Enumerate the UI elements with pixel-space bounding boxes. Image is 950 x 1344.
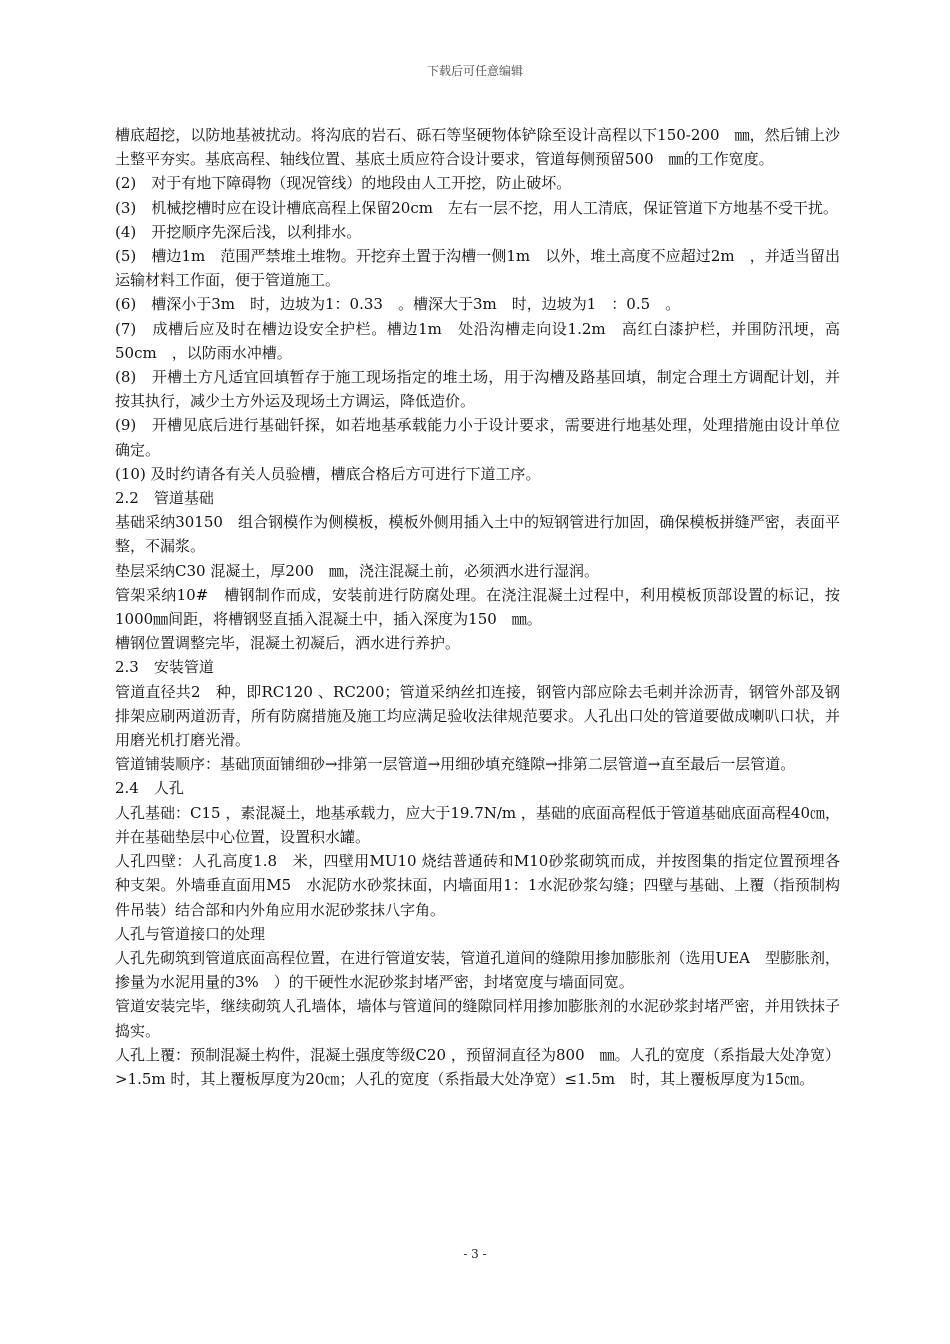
paragraph: 管道铺装顺序：基础顶面铺细砂→排第一层管道→用细砂填充缝隙→排第二层管道→直至最后一层管道。 [115,755,796,774]
paragraph: 管道直径共2 种，即RC120 、RC200；管道采纳丝扣连接，钢管内部应除去毛刺并涂沥青，钢管外部及钢排架应刷两道沥青，所有防腐措施及施工均应满足验收法律规范要求。人孔出口处的管道要做成喇叭口状，并用磨光机打磨光滑。 [115,682,840,750]
paragraph: 管架采纳10# 槽钢制作而成，安装前进行防腐处理。在浇注混凝土过程中，利用模板顶部设置的标记，按1000㎜间距，将槽钢竖直插入混凝土中，插入深度为150 ㎜。 [115,585,840,629]
paragraph: 人孔与管道接口的处理 [115,924,266,943]
section-heading: 2.3 安装管道 [115,658,214,677]
list-item: (5) 槽边1m 范围严禁堆土堆物。开挖弃土置于沟槽一侧1m 以外，堆土高度不应超过2m ，并适当留出运输材料工作面，便于管道施工。 [115,247,840,290]
list-item: (8) 开槽土方凡适宜回填暂存于施工现场指定的堆土场，用于沟槽及路基回填，制定合理土方调配计划，并按其执行，减少土方外运及现场土方调运，降低造价。 [115,368,840,411]
paragraph: 人孔四壁：人孔高度1.8 米，四壁用MU10 烧结普通砖和M10砂浆砌筑而成，并按图集的指定位置预埋各种支架。外墙垂直面用M5 水泥防水砂浆抹面，内墙面用1：1水泥砂浆勾缝；四壁与基础、上覆（指预制构件吊装）结合部和内外角应用水泥砂浆抹八字角。 [115,852,840,919]
paragraph: 基础采纳30150 组合钢模作为侧模板，模板外侧用插入土中的短钢管进行加固，确保模板拼缝严密，表面平整，不漏浆。 [115,513,840,556]
paragraph: 管道安装完毕，继续砌筑人孔墙体，墙体与管道间的缝隙同样用掺加膨胀剂的水泥砂浆封堵严密，并用铁抹子捣实。 [115,997,840,1040]
section-heading: 2.4 人孔 [115,779,184,798]
paragraph: 人孔上覆：预制混凝土构件，混凝土强度等级C20 ，预留洞直径为800 ㎜。人孔的宽度（系指最大处净宽）>1.5m 时，其上覆板厚度为20㎝；人孔的宽度（系指最大处净宽）≤1.5m 时，其上覆板厚度为15㎝。 [115,1045,840,1088]
list-item: (3) 机械挖槽时应在设计槽底高程上保留20cm 左右一层不挖，用人工清底，保证管道下方地基不受干扰。 [115,198,838,217]
list-item: (10) 及时约请各有关人员验槽，槽底合格后方可进行下道工序。 [115,464,541,483]
paragraph: 垫层采纳C30 混凝土，厚200 ㎜，浇注混凝土前，必须洒水进行湿润。 [115,561,599,580]
list-item: (2) 对于有地下障碍物（现况管线）的地段由人工开挖，防止破坏。 [115,174,572,193]
list-item: (7) 成槽后应及时在槽边设安全护栏。槽边1m 处沿沟槽走向设1.2m 高红白漆护栏，并围防汛埂，高50cm ，以防雨水冲槽。 [115,319,840,362]
paragraph: 槽底超挖，以防地基被扰动。将沟底的岩石、砾石等坚硬物体铲除至设计高程以下150-200 ㎜，然后铺上沙土整平夯实。基底高程、轴线位置、基底土质应符合设计要求，管道每侧预留500 ㎜的工作宽度。 [115,126,840,169]
paragraph: 槽钢位置调整完毕，混凝土初凝后，洒水进行养护。 [115,634,461,653]
list-item: (9) 开槽见底后进行基础钎探，如若地基承载能力小于设计要求，需要进行地基处理，处理措施由设计单位确定。 [115,416,840,459]
list-item: (4) 开挖顺序先深后浅，以利排水。 [115,222,362,241]
section-heading: 2.2 管道基础 [115,489,214,508]
page-header: 下载后可任意编辑 [426,64,523,78]
paragraph: 人孔先砌筑到管道底面高程位置，在进行管道安装，管道孔道间的缝隙用掺加膨胀剂（选用UEA 型膨胀剂，掺量为水泥用量的3% ）的干硬性水泥砂浆封堵严密，封堵宽度与墙面同宽。 [115,948,840,992]
paragraph: 人孔基础：C15 ，素混凝土，地基承载力，应大于19.7N/m ，基础的底面高程低于管道基础底面高程40㎝，并在基础垫层中心位置，设置积水罐。 [115,803,840,846]
page-number: - 3 - [463,1247,487,1261]
list-item: (6) 槽深小于3m 时，边坡为1：0.33 。槽深大于3m 时，边坡为1 ：0.5 。 [115,295,681,314]
document-body [115,123,840,1091]
